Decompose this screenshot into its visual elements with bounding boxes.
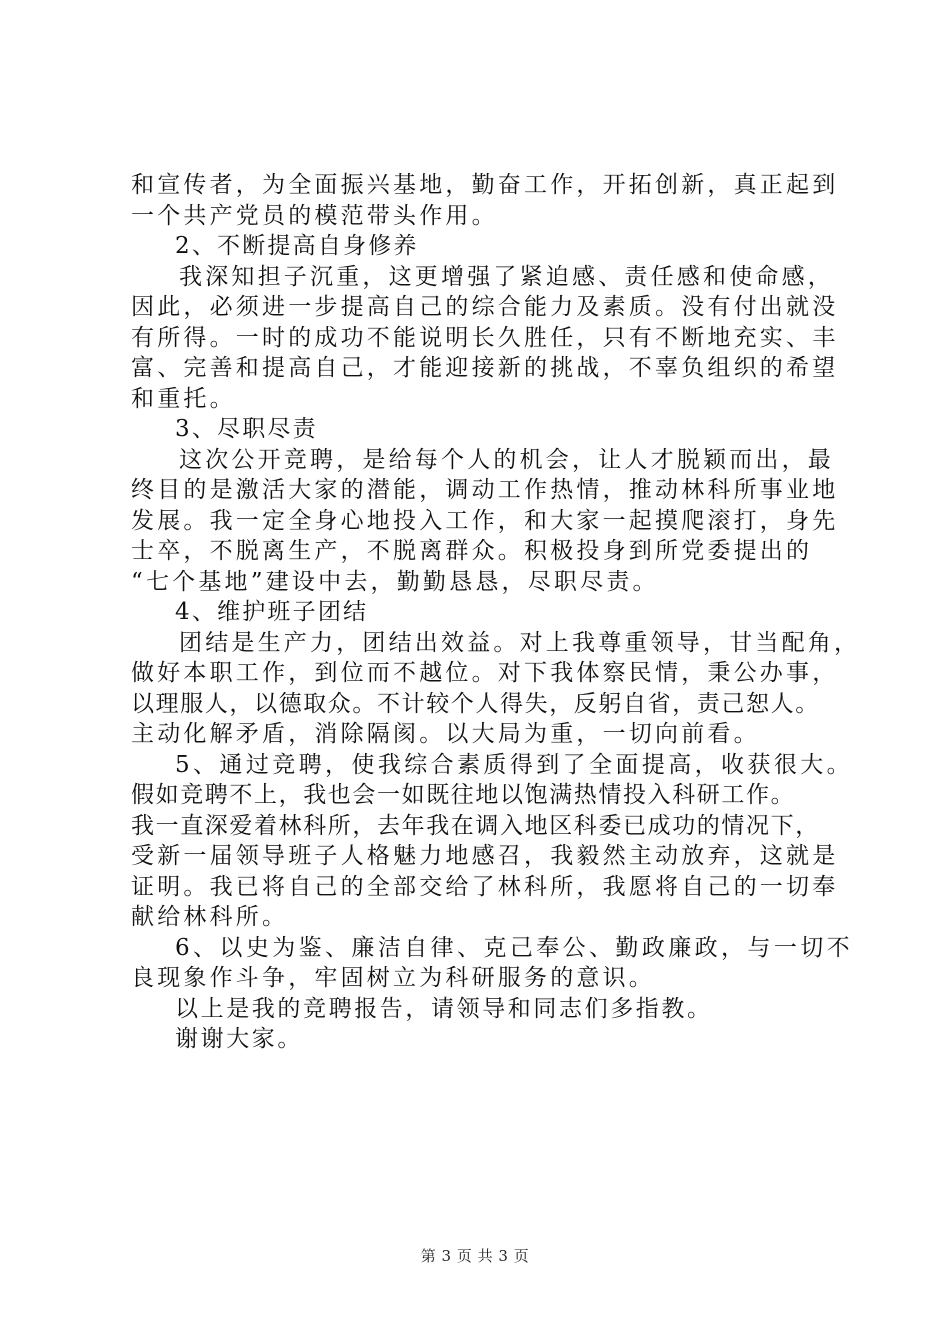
closing-line: 以上是我的竞聘报告，请领导和同志们多指教。 — [175, 995, 713, 1022]
text-line: 假如竞聘不上，我也会一如既往地以饱满热情投入科研工作。 — [131, 782, 796, 808]
text-line: 因此，必须进一步提高自己的综合能力及素质。没有付出就没 — [131, 294, 839, 320]
text-line: 富、完善和提高自己，才能迎接新的挑战，不辜负组织的希望 — [131, 355, 839, 381]
text-line: 士卒，不脱离生产，不脱离群众。积极投身到所党委提出的 — [131, 538, 813, 564]
text-line: 终目的是激活大家的潜能，调动工作热情，推动林科所事业地 — [131, 477, 839, 503]
page-footer — [0, 1245, 950, 1266]
text-line: 我深知担子沉重，这更增强了紧迫感、责任感和使命感， — [179, 263, 834, 290]
text-line: 团结是生产力，团结出效益。对上我尊重领导，甘当配角， — [179, 629, 861, 656]
page-number-label: 第 3 页 共 3 页 — [420, 1247, 530, 1265]
document-body — [131, 170, 861, 1055]
text-line: 证明。我已将自己的全部交给了林科所，我愿将自己的一切奉 — [131, 873, 839, 900]
text-line: 发展。我一定全身心地投入工作，和大家一起摸爬滚打，身先 — [131, 507, 839, 534]
section-heading-3: 3、尽职尽责 — [175, 416, 318, 442]
text-line: 有所得。一时的成功不能说明长久胜任，只有不断地充实、丰 — [131, 324, 839, 351]
text-line: 这次公开竞聘，是给每个人的机会，让人才脱颖而出，最 — [179, 446, 834, 473]
section-heading-2: 2、不断提高自身修养 — [175, 233, 419, 259]
text-line: 良现象作斗争，牢固树立为科研服务的意识。 — [131, 965, 655, 991]
thanks-line: 谢谢大家。 — [175, 1026, 303, 1052]
section-heading-4: 4、维护班子团结 — [175, 599, 369, 625]
text-line: 一个共产党员的模范带头作用。 — [131, 202, 498, 229]
text-line: 献给林科所。 — [131, 904, 289, 930]
text-line: 和重托。 — [131, 385, 236, 412]
text-line: 以理服人，以德取众。不计较个人得失，反躬自省，责己恕人。 — [131, 690, 820, 717]
section-item-5: 5、通过竞聘，使我综合素质得到了全面提高，收获很大。 — [175, 751, 854, 778]
text-line: 我一直深爱着林科所，去年我在调入地区科委已成功的情况下， — [131, 812, 820, 839]
section-item-6: 6、以史为鉴、廉洁自律、克己奉公、勤政廉政，与一切不 — [175, 934, 854, 961]
text-line: 受新一届领导班子人格魅力地感召，我毅然主动放弃，这就是 — [131, 843, 839, 869]
text-line: 主动化解矛盾，消除隔阂。以大局为重，一切向前看。 — [131, 721, 760, 747]
text-line: 和宣传者，为全面振兴基地，勤奋工作，开拓创新，真正起到 — [131, 172, 839, 198]
text-line: 做好本职工作，到位而不越位。对下我体察民情，秉公办事， — [131, 660, 839, 686]
text-line: “七个基地”建设中去，勤勤恳恳，尽职尽责。 — [131, 568, 659, 595]
